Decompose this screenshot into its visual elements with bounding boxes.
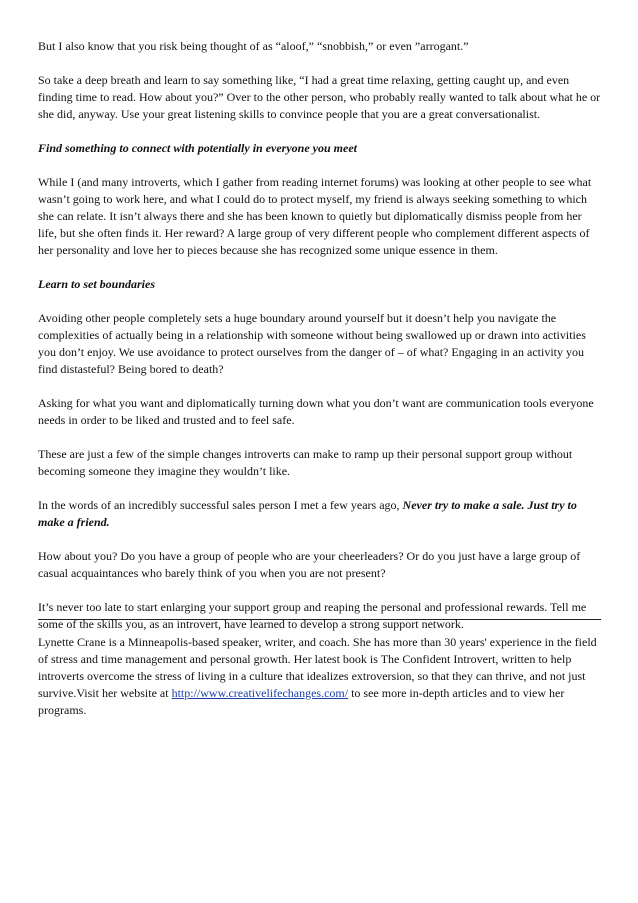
- quote-lead-text: In the words of an incredibly successful sales person I met a few years ago,: [38, 498, 403, 512]
- paragraph-cheerleaders: How about you? Do you have a group of people who are your cheerleaders? Or do you just have a large group of casual acquaintances who barely think of you when you are not present?: [38, 549, 581, 580]
- author-bio-paragraph: [38, 634, 601, 719]
- section-heading-connect: Find something to connect with potentially in everyone you meet: [38, 141, 357, 155]
- website-link[interactable]: http://www.creativelifechanges.com/: [171, 686, 349, 700]
- paragraph-aloof: But I also know that you risk being thought of as “aloof,” “snobbish,” or even ”arrogant.”: [38, 39, 469, 53]
- paragraph-asking: Asking for what you want and diplomatically turning down what you don’t want are communication tools everyone needs in order to be liked and trusted and to feel safe.: [38, 396, 594, 427]
- sales-quote: Never try to make a sale. Just try to make a friend.: [38, 498, 577, 529]
- paragraph-deep-breath: So take a deep breath and learn to say something like, “I had a great time relaxing, getting caught up, and even finding time to read. How about you?” Over to the other person, who probably really wanted to talk about what he or she did, anyway. Use your great listening skills to convince people that you are a great conversationalist.: [38, 73, 601, 121]
- author-bio: [38, 634, 601, 736]
- paragraph-avoidance: Avoiding other people completely sets a huge boundary around yourself but it doesn’t help you navigate the complexities of actually being in a relationship with someone without being swallowed up or drawn into activities you don’t enjoy. We use avoidance to protect ourselves from the danger of – of what? Engaging in an activity you find distasteful? Being bored to death?: [38, 311, 586, 376]
- section-heading-boundaries: Learn to set boundaries: [38, 277, 156, 291]
- paragraph-simple-changes: These are just a few of the simple changes introverts can make to ramp up their personal support group without becoming someone they imagine they wouldn’t like.: [38, 447, 573, 478]
- bio-text-end: to see more in-depth articles and to view her programs.: [38, 686, 565, 717]
- article-body: [38, 38, 601, 650]
- bio-text: Lynette Crane is a Minneapolis-based speaker, writer, and coach. She has more than 30 years' experience in the field of stress and time management and personal growth. Her latest book is The Confident Introvert, written to help introverts overcome the stress of living in a culture that idealizes extroversion, so that they can thrive, and not just survive.Visit her website at: [38, 635, 597, 700]
- horizontal-divider: [38, 619, 601, 620]
- paragraph-sales-quote: [38, 497, 601, 531]
- paragraph-never-too-late: It’s never too late to start enlarging your support group and reaping the personal and professional rewards. Tell me some of the skills you, as an introvert, have learned to develop a strong support network.: [38, 600, 587, 631]
- paragraph-friend: While I (and many introverts, which I gather from reading internet forums) was looking at other people to see what wasn’t going to work here, and what I could do to protect myself, my friend is always seeking something to which she can relate. It isn’t always there and she has been known to quietly but diplomatically dismiss people from her life, but she often finds it. Her reward? A large group of very different people who complement different aspects of her personality and love her to pieces because she has recognized some unique essence in them.: [38, 175, 592, 257]
